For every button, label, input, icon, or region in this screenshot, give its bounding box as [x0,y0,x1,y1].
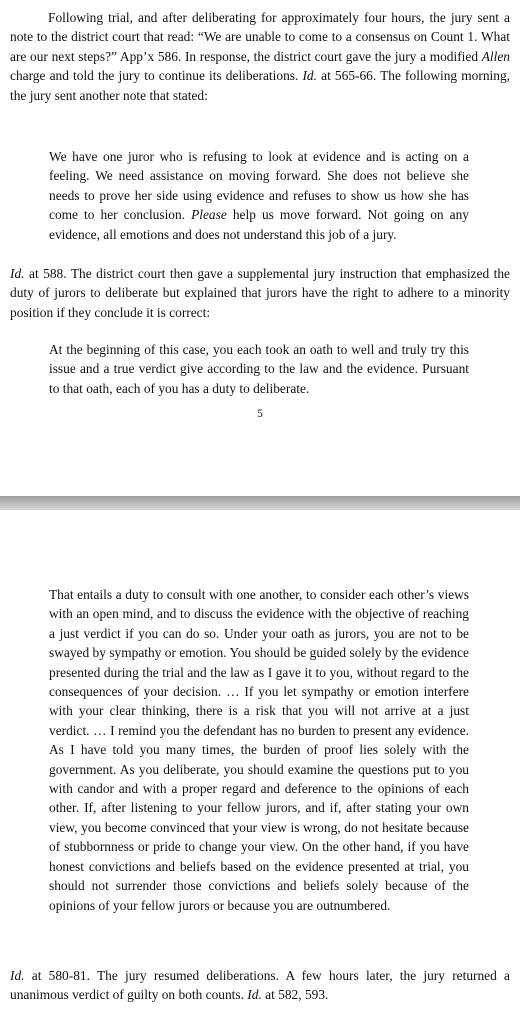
paragraph-text: Following trial, and after deliberating for approximately four hours, the jury sent a note to the district court that read: “We are unable to come to a consensus on Count 1. What are our next steps?” App’x 586. In response, the district court gave the jury a modified [10,10,510,64]
citation-allen: Allen [481,48,510,64]
citation-id: Id. [247,987,262,1003]
paragraph-verdict [10,966,510,1005]
paragraph-text: at 565-66. The following morning, the jury sent another note that stated: [10,68,510,103]
quote-text: help us move forward. Not going on any evidence, all emotions and does not understand this job of a jury. [49,207,469,242]
document-page-6 [0,510,520,1020]
block-quote-instruction-start: At the beginning of this case, you each took an oath to well and truly try this issue and a true verdict give according to the law and the evidence. Pursuant to that oath, each of you has a duty to deliberate. [49,342,469,396]
citation-id: Id. [302,68,317,84]
paragraph-text: at 580-81. The jury resumed deliberations. A few hours later, the jury returned a unanimous verdict of guilty on both counts. [10,968,510,1003]
block-quote-jury-note [49,147,469,244]
document-page-5 [0,0,520,496]
citation-id: Id. [10,968,25,983]
quote-emphasis-please: Please [191,207,227,223]
paragraph-text: charge and told the jury to continue its deliberations. [10,68,303,84]
paragraph-text: at 582, 593. [261,987,329,1003]
citation-id: Id. [10,266,25,281]
page-number: 5 [257,408,263,420]
page-divider [0,496,520,510]
paragraph-trial-note [10,8,510,105]
block-quote-instruction-continued: That entails a duty to consult with one another, to consider each other’s views with an open mind, and to discuss the evidence with the objective of reaching a just verdict if you can do so. Under your oath as jurors, you are not to be swayed by sympathy or emotion. You should be guided solely by the evidence presented during the trial and the law as I gave it to you, without regard to the consequences of your decision. … If you let sympathy or emotion interfere with your clear thinking, there is a risk that you will not arrive at a just verdict. … I remind you the defendant has no burden to present any evidence. As I have told you many times, the burden of proof lies solely with the government. As you deliberate, you should examine the questions put to you with candor and with a proper regard and deference to the opinions of each other. If, after listening to your fellow jurors, and if, after stating your own view, you become convinced that your view is wrong, do not hesitate because of stubbornness or pride to change your view. On the other hand, if you have honest convictions and beliefs based on the evidence presented at trial, you should not surrender those convictions and beliefs solely because of the opinions of your fellow jurors or because you are outnumbered. [49,587,469,913]
paragraph-text: at 588. The district court then gave a supplemental jury instruction that emphasized the duty of jurors to deliberate but explained that jurors have the right to adhere to a minority position if they conclude it is correct: [10,266,510,320]
paragraph-supplemental-instruction [10,264,510,322]
quote-text: We have one juror who is refusing to look at evidence and is acting on a feeling. We need assistance on moving forward. She does not believe she needs to prove her side using evidence and refuses to show us how she has come to her conclusion. [49,149,469,223]
